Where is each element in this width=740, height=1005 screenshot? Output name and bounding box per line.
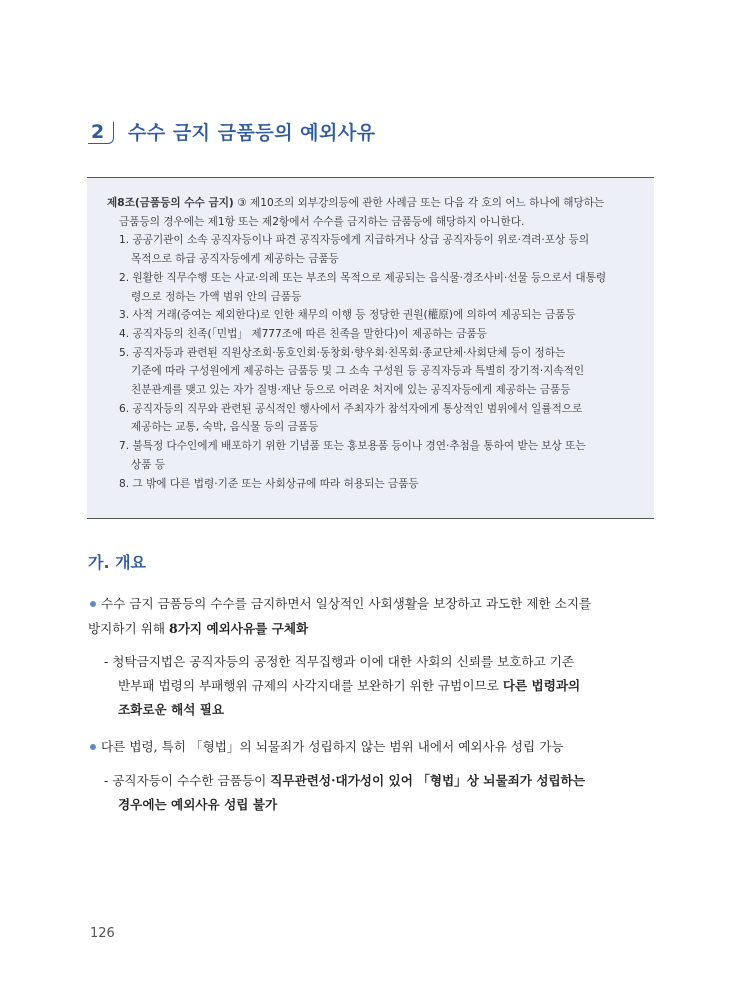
law-item-1-line1: 1. 공공기관이 소속 공직자등이나 파견 공직자등에게 지급하거나 상급 공직자등이 위로·격려·포상 등의 — [119, 234, 590, 247]
dash-2-line1: - 공직자등이 수수한 금품등이 직무관련성·대가성이 있어 「형법」상 뇌물죄가 성립하는 — [104, 773, 586, 788]
dash-item-2 — [104, 769, 656, 817]
bullet-1-line2: 방지하기 위해 8가지 예외사유를 구체화 — [88, 621, 309, 636]
law-item-5-line3: 친분관계를 맺고 있는 자가 질병·재난 등으로 어려운 처지에 있는 공직자등에게 제공하는 금품등 — [131, 384, 571, 397]
law-intro — [107, 194, 642, 213]
law-article-box — [87, 177, 654, 519]
law-item-6-line2: 제공하는 교통, 숙박, 음식물 등의 금품등 — [131, 421, 319, 434]
law-item-1-line2: 목적으로 하급 공직자등에게 제공하는 금품등 — [131, 253, 339, 266]
section-heading — [88, 118, 376, 145]
dash-1-line3: 조화로운 해석 필요 — [118, 702, 225, 717]
law-item-5-line1: 5. 공직자등과 관련된 직원상조회·동호인회·동창회·향우회·친목회·종교단체·사회단체 등이 정하는 — [119, 346, 566, 359]
section-number-badge — [88, 120, 114, 144]
bullet-item-2 — [88, 735, 658, 758]
dash-item-1 — [104, 650, 656, 722]
law-article-text — [107, 194, 642, 493]
bracket-decoration — [88, 122, 114, 144]
law-item-6-line1: 6. 공직자등의 직무와 관련된 공식적인 행사에서 주최자가 참석자에게 통상적인 범위에서 일률적으로 — [119, 402, 583, 415]
dash-1-line1: - 청탁금지법은 공직자등의 공정한 직무집행과 이에 대한 사회의 신뢰를 보호하고 기존 — [104, 654, 575, 669]
bullet-2-line1: 다른 법령, 특히 「형법」의 뇌물죄가 성립하지 않는 범위 내에서 예외사유 성립 가능 — [88, 735, 658, 758]
law-item-2-line1: 2. 원활한 직무수행 또는 사교·의례 또는 부조의 목적으로 제공되는 음식물·경조사비·선물 등으로서 대통령 — [119, 271, 607, 284]
law-item-3-line1: 3. 사적 거래(증여는 제외한다)로 인한 채무의 이행 등 정당한 권원(權原)에 의하여 제공되는 금품등 — [119, 309, 576, 322]
dash-1-line2: 반부패 법령의 부패행위 규제의 사각지대를 보완하기 위한 규범이므로 다른 법령과의 — [118, 678, 581, 693]
page-number: 126 — [90, 926, 115, 941]
law-title: 제8조(금품등의 수수 금지) — [107, 197, 234, 209]
bullet-dot-icon — [90, 601, 96, 607]
dash-2-line2: 경우에는 예외사유 성립 불가 — [118, 797, 278, 812]
bullet-dot-icon — [90, 744, 96, 750]
law-item-7-line2: 상품 등 — [131, 458, 166, 471]
section-title: 수수 금지 금품등의 예외사유 — [128, 122, 376, 144]
law-intro-line2: 금품등의 경우에는 제1항 또는 제2항에서 수수를 금지하는 금품등에 해당하지 아니한다. — [119, 215, 525, 228]
bullet-item-1 — [88, 592, 658, 640]
law-item-5-line2: 기준에 따라 구성원에게 제공하는 금품등 및 그 소속 구성원 등 공직자등과 특별히 장기적·지속적인 — [131, 365, 585, 378]
law-item-8-line1: 8. 그 밖에 다른 법령·기준 또는 사회상규에 따라 허용되는 금품등 — [119, 477, 419, 490]
section-number: 2 — [91, 120, 105, 143]
law-item-4-line1: 4. 공직자등의 친족(「민법」 제777조에 따른 친족을 말한다)이 제공하는 금품등 — [119, 327, 487, 340]
subsection-title: 가. 개요 — [88, 553, 147, 572]
law-item-2-line2: 령으로 정하는 가액 범위 안의 금품등 — [131, 290, 302, 303]
law-item-7-line1: 7. 불특정 다수인에게 배포하기 위한 기념품 또는 홍보용품 등이나 경연·추첨을 통하여 받는 보상 또는 — [119, 440, 586, 453]
law-intro-line1: ③ 제10조의 외부강의등에 관한 사례금 또는 다음 각 호의 어느 하나에 해당하는 — [233, 197, 605, 209]
bullet-1-line1: 수수 금지 금품등의 수수를 금지하면서 일상적인 사회생활을 보장하고 과도한 제한 소지를 — [88, 592, 658, 615]
